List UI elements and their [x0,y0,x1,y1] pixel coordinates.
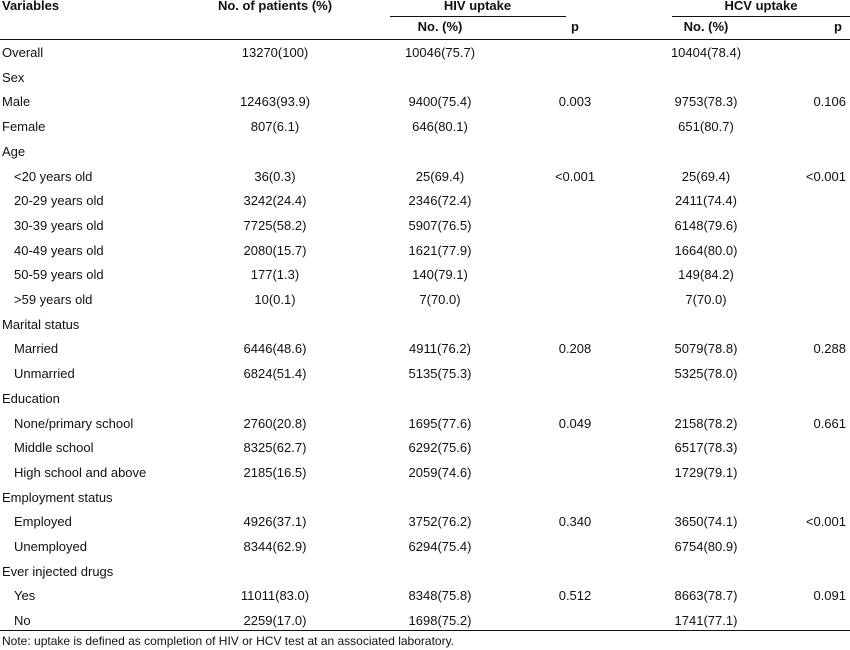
table-row [0,189,850,213]
row-label: Female [2,119,46,135]
row-label: None/primary school [14,415,134,431]
row-label: Male [2,94,31,110]
table-row [0,387,850,411]
row-label: Ever injected drugs [2,563,114,579]
table-row [0,412,850,436]
cell-hiv-uptake: 1695(77.6) [408,415,472,431]
cell-hiv-uptake: 3752(76.2) [408,514,472,530]
row-label: 50-59 years old [14,267,104,283]
table-row [0,214,850,238]
cell-hcv-p: <0.001 [805,168,846,184]
cell-patients: 10(0.1) [254,292,296,307]
table-row [0,535,850,559]
row-label: Overall [2,45,44,60]
row-label: Unemployed [14,539,87,554]
header-variables: Variables [2,0,60,13]
table-row [0,90,850,114]
table-row [0,560,850,584]
row-label: No [14,613,31,629]
header-patients: No. of patients (%) [217,0,333,13]
table-row [0,66,850,90]
cell-patients: 177(1.3) [250,267,300,283]
row-label: Middle school [14,440,94,456]
row-label: <20 years old [14,168,93,184]
row-label: Education [2,390,60,406]
cell-hcv-uptake: 2158(78.2) [674,415,738,431]
table-note: Note: uptake is defined as completion of HIV or HCV test at an associated laboratory. [2,634,455,648]
row-label: Age [2,143,26,159]
header-hiv-no: No. (%) [417,19,463,34]
cell-hiv-uptake: 5135(75.3) [408,366,472,382]
header-hiv-p: p [571,19,579,34]
table-row [0,115,850,139]
header-hcv-p: p [834,19,842,34]
cell-hiv-p: <0.001 [554,168,596,184]
cell-hiv-p: 0.340 [558,514,592,530]
header-hiv-uptake: HIV uptake [443,0,512,13]
header-hcv-uptake: HCV uptake [724,0,798,13]
table-row [0,41,850,65]
table-row [0,510,850,534]
row-label: >59 years old [14,292,93,307]
cell-hiv-uptake: 25(69.4) [415,168,465,184]
cell-hiv-p: 0.003 [558,94,592,110]
cell-patients: 2760(20.8) [243,415,307,431]
cell-hiv-uptake: 140(79.1) [412,267,468,283]
cell-patients: 4926(37.1) [243,514,307,530]
row-label: High school and above [14,464,147,480]
table-row [0,337,850,361]
cell-hiv-uptake: 2059(74.6) [408,464,472,480]
cell-patients: 12463(93.9) [239,94,311,110]
cell-hcv-uptake: 1664(80.0) [674,242,738,258]
table-row [0,239,850,263]
row-label: Unmarried [14,366,75,382]
cell-hcv-uptake: 3650(74.1) [674,514,738,530]
table-row [0,313,850,337]
cell-hcv-p: 0.091 [813,588,846,604]
cell-patients: 3242(24.4) [243,193,307,209]
table-row [0,165,850,189]
row-label: Marital status [2,316,80,332]
cell-hcv-p: 0.106 [813,94,846,110]
cell-hcv-uptake: 5079(78.8) [674,341,738,357]
bottom-rule [0,630,850,631]
row-label: 40-49 years old [14,242,104,258]
cell-hiv-uptake: 8348(75.8) [408,588,472,604]
table-row [0,461,850,485]
cell-patients: 6824(51.4) [243,366,307,382]
row-label: Married [14,341,59,357]
cell-hcv-uptake: 9753(78.3) [674,94,738,110]
cell-hcv-uptake: 651(80.7) [678,119,734,135]
cell-hiv-p: 0.049 [558,415,592,431]
table-row [0,584,850,608]
table-row [0,486,850,510]
cell-hcv-uptake: 25(69.4) [681,168,731,184]
cell-patients: 2259(17.0) [243,613,307,629]
table-row [0,288,850,312]
cell-hiv-uptake: 1621(77.9) [408,242,472,258]
row-label: Employment status [2,489,113,505]
table-row [0,263,850,287]
cell-hiv-uptake: 6294(75.4) [408,539,472,554]
cell-hcv-uptake: 6517(78.3) [674,440,738,456]
table-row [0,362,850,386]
cell-patients: 13270(100) [241,45,309,60]
cell-hcv-p: <0.001 [805,514,846,530]
row-label: Sex [2,69,25,85]
cell-hiv-uptake: 10046(75.7) [404,45,476,60]
table-row [0,140,850,164]
cell-hcv-uptake: 7(70.0) [685,292,727,307]
cell-patients: 6446(48.6) [243,341,307,357]
cell-hcv-uptake: 1729(79.1) [674,464,738,480]
cell-hcv-p: 0.661 [813,415,846,431]
cell-hcv-uptake: 149(84.2) [678,267,734,283]
cell-hiv-p: 0.512 [558,588,592,604]
cell-hcv-p: 0.288 [813,341,846,357]
hiv-group-rule [390,16,566,17]
cell-patients: 36(0.3) [254,168,296,184]
cell-patients: 11011(83.0) [240,588,310,604]
row-label: 20-29 years old [14,193,104,209]
row-label: Yes [14,588,36,604]
cell-hiv-uptake: 1698(75.2) [408,613,472,629]
cell-patients: 807(6.1) [250,119,300,135]
cell-hiv-uptake: 646(80.1) [412,119,468,135]
table-row [0,436,850,460]
cell-hcv-uptake: 8663(78.7) [674,588,738,604]
cell-hcv-uptake: 6754(80.9) [674,539,738,554]
cell-hiv-uptake: 4911(76.2) [409,341,471,357]
cell-hcv-uptake: 1741(77.1) [674,613,738,629]
cell-hiv-uptake: 7(70.0) [419,292,461,307]
header-rule [0,39,850,40]
cell-patients: 7725(58.2) [243,217,307,233]
cell-patients: 2185(16.5) [243,464,307,480]
cell-patients: 8325(62.7) [243,440,307,456]
cell-hcv-uptake: 6148(79.6) [674,217,738,233]
cell-patients: 8344(62.9) [243,539,307,554]
cell-hcv-uptake: 2411(74.4) [675,193,737,209]
row-label: Employed [14,514,72,530]
cell-hiv-uptake: 6292(75.6) [408,440,472,456]
header-hcv-no: No. (%) [683,19,729,34]
cell-hiv-uptake: 9400(75.4) [408,94,472,110]
cell-hiv-uptake: 2346(72.4) [408,193,472,209]
cell-hiv-uptake: 5907(76.5) [408,217,472,233]
cell-patients: 2080(15.7) [243,242,307,258]
cell-hiv-p: 0.208 [558,341,592,357]
row-label: 30-39 years old [14,217,104,233]
hcv-group-rule [672,16,850,17]
cell-hcv-uptake: 10404(78.4) [670,45,742,60]
cell-hcv-uptake: 5325(78.0) [674,366,738,382]
